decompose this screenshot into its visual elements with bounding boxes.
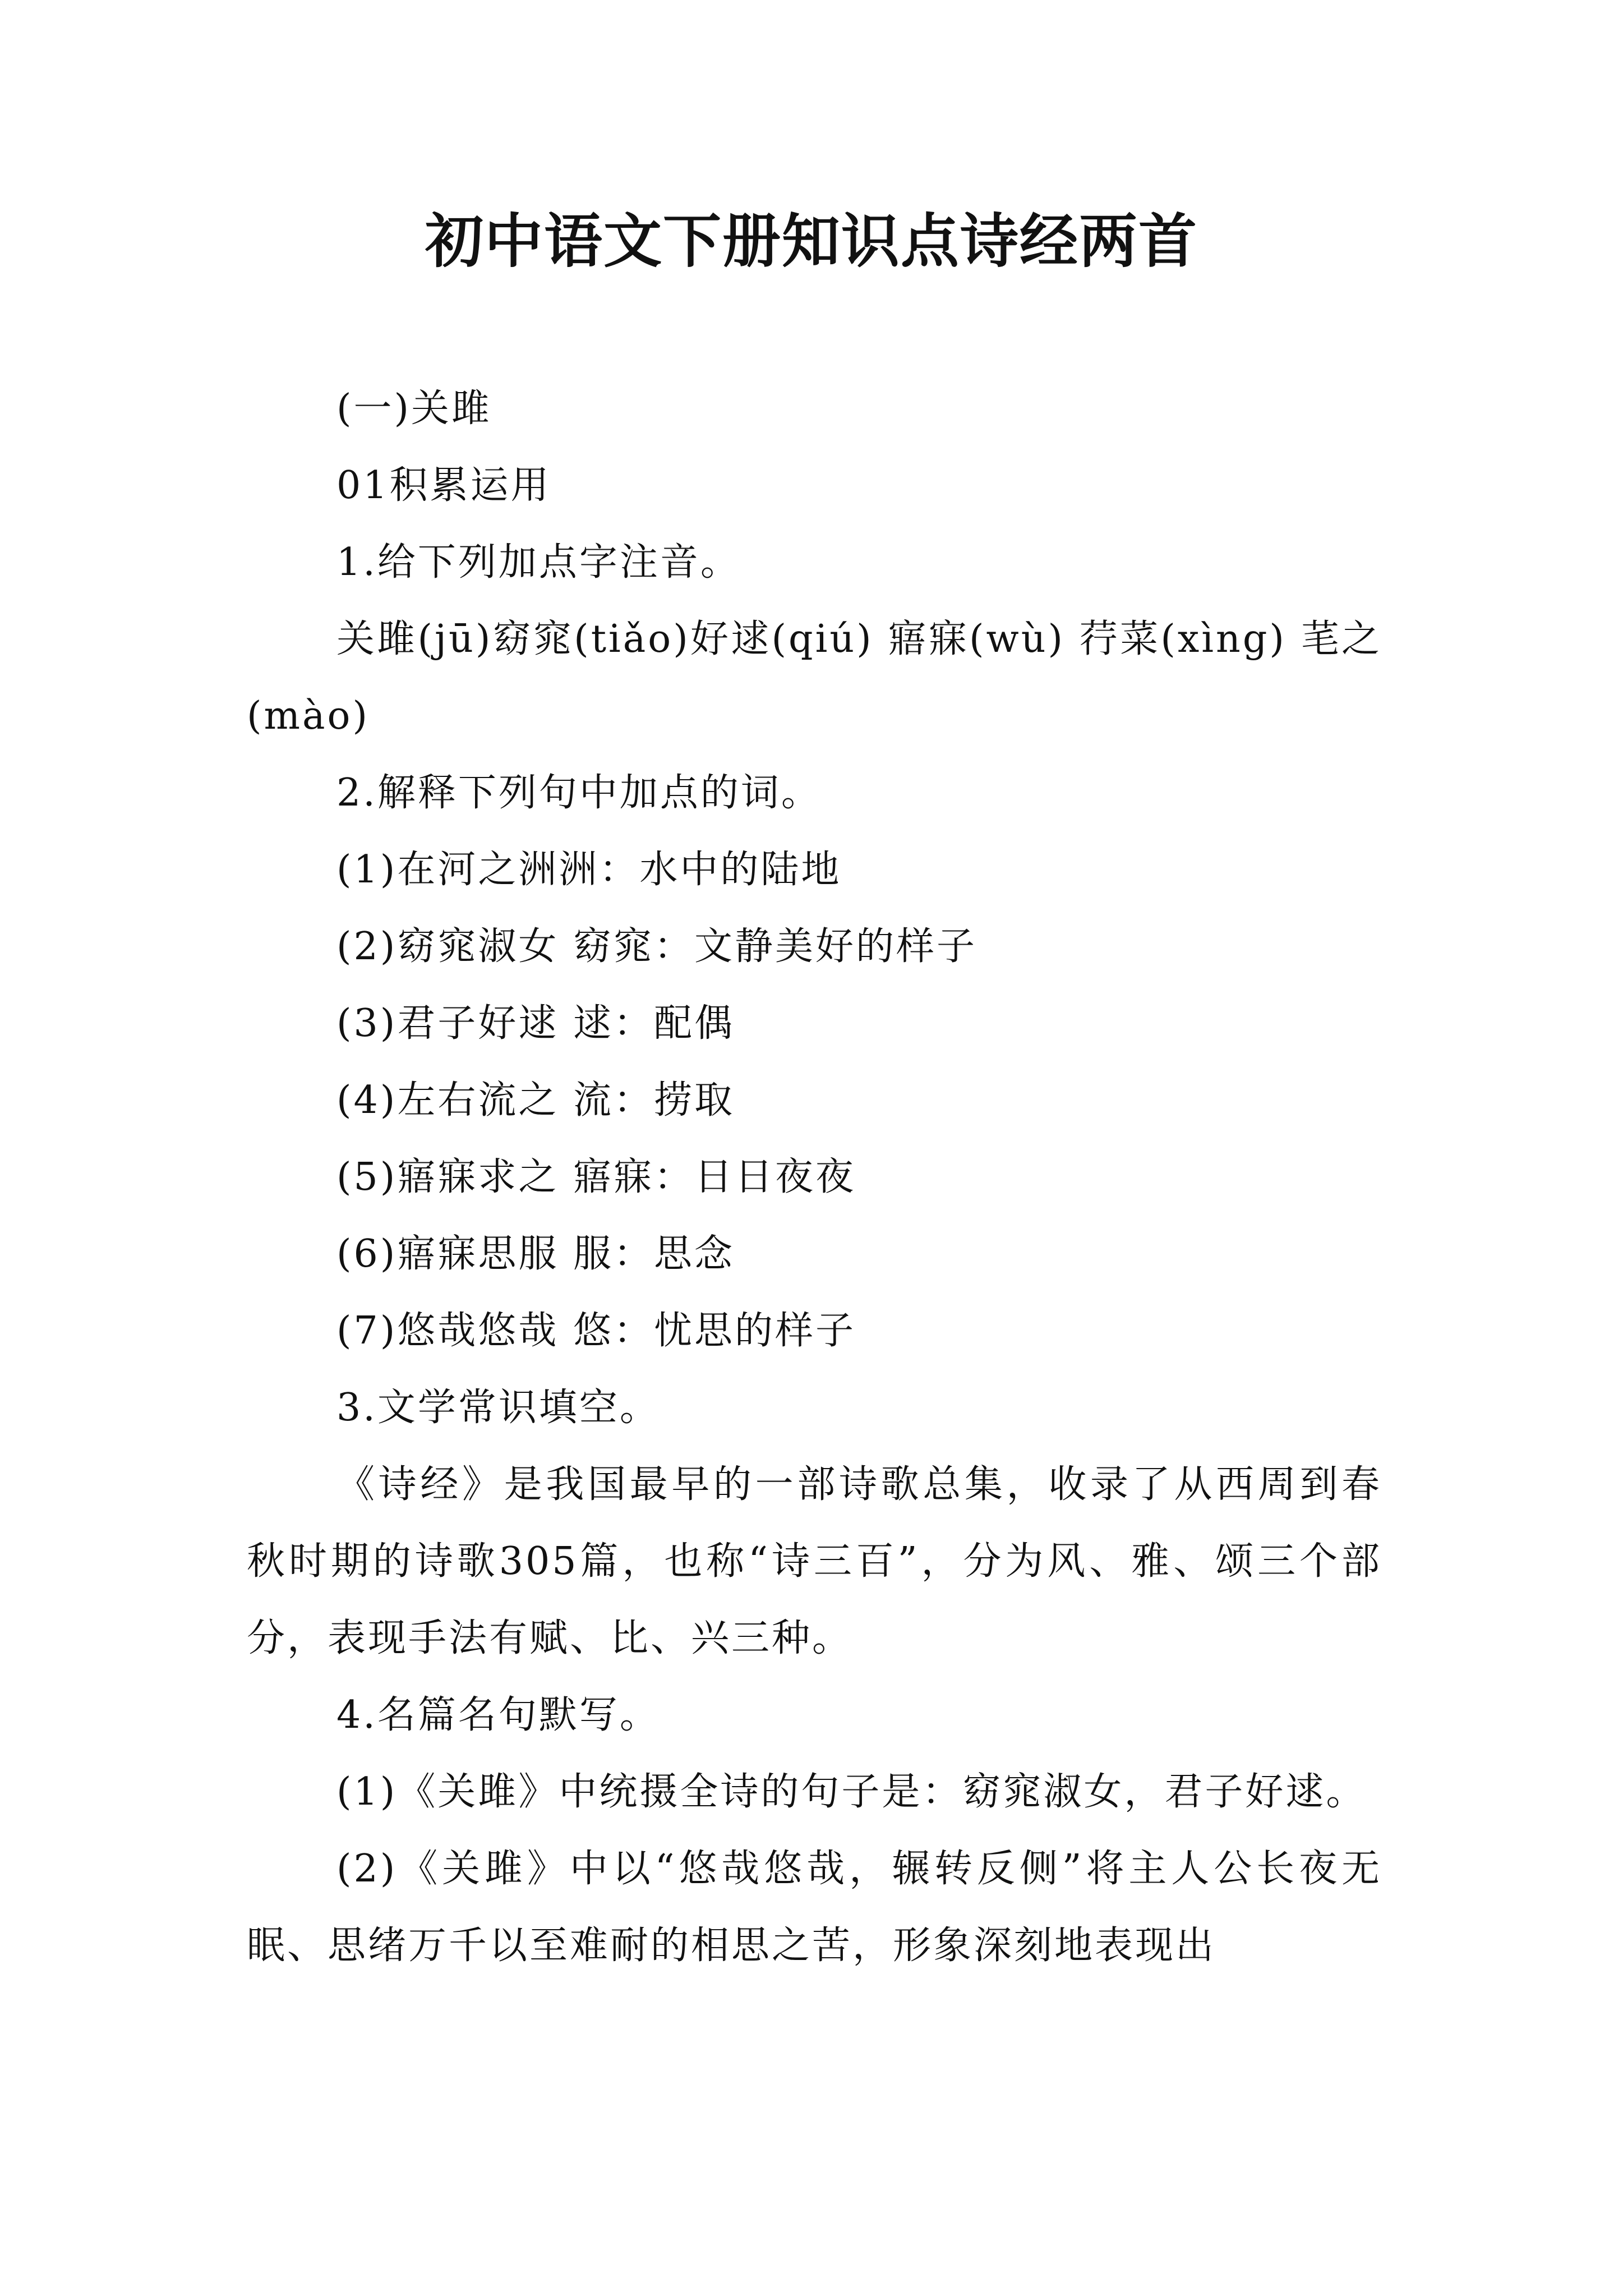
body-paragraph: (2)《关雎》中以“悠哉悠哉，辗转反侧”将主人公长夜无眠、思绪万千以至难耐的相思之苦，形象深刻地表现出 (247, 1847, 1382, 1968)
question-heading: 4.名篇名句默写。 (336, 1693, 660, 1737)
pinyin-paragraph: 关雎(jū)窈窕(tiǎo)好逑(qiú) 寤寐(wù) 荇菜(xìng) 芼之(mào) (247, 617, 1382, 738)
definition-item: (3)君子好逑 逑：配偶 (336, 1001, 735, 1046)
definition-item: (4)左右流之 流：捞取 (336, 1078, 735, 1122)
document-body (247, 370, 1382, 1984)
question-heading: 1.给下列加点字注音。 (336, 540, 741, 585)
document-title: 初中语文下册知识点诗经两首 (425, 206, 1198, 275)
question-heading: 2.解释下列句中加点的词。 (336, 771, 822, 815)
question-heading: 3.文学常识填空。 (336, 1386, 660, 1430)
definition-item: (1)在河之洲洲：水中的陆地 (336, 848, 842, 892)
definition-item: (2)窈窕淑女 窈窕：文静美好的样子 (336, 924, 977, 969)
subsection-heading: 01积累运用 (336, 463, 551, 508)
body-paragraph: 《诗经》是我国最早的一部诗歌总集，收录了从西周到春秋时期的诗歌305篇，也称“诗三百”，分为风、雅、颂三个部分，表现手法有赋、比、兴三种。 (247, 1462, 1382, 1660)
section-heading: (一)关雎 (336, 386, 492, 431)
definition-item: (5)寤寐求之 寤寐：日日夜夜 (336, 1155, 856, 1199)
body-paragraph: (1)《关雎》中统摄全诗的句子是：窈窕淑女，君子好逑。 (336, 1770, 1367, 1814)
definition-item: (7)悠哉悠哉 悠：忧思的样子 (336, 1309, 856, 1353)
definition-item: (6)寤寐思服 服：思念 (336, 1232, 735, 1276)
